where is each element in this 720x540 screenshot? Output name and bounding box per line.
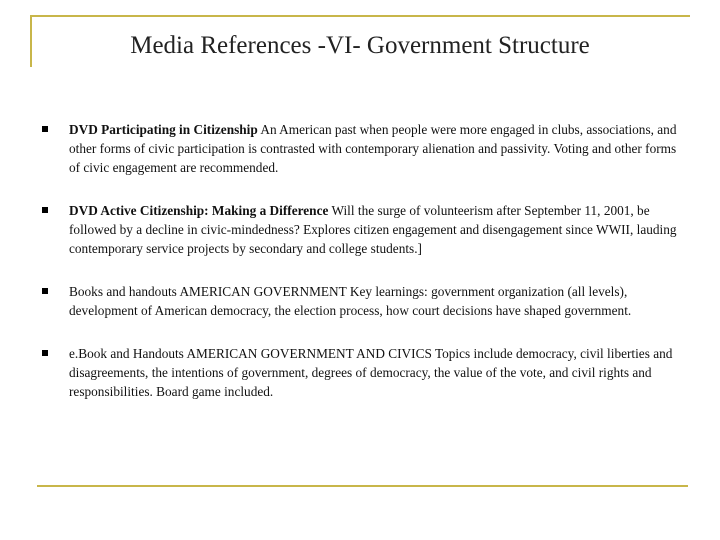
item-body: Topics include democracy, civil liberties and disagreements, the intentions of government, degrees of democracy, the value of the vote, and civil rights and responsibilities. Board game included. <box>69 346 673 399</box>
square-bullet-icon <box>42 207 48 213</box>
item-body: Will the surge of volunteerism after September 11, 2001, be followed by a decline in civic-mindedness? Explores citizen engagement and disengagement since WWII, lauding contemporary service projects by secondary and college students.] <box>69 203 677 256</box>
item-heading: DVD Participating in Citizenship <box>69 122 258 137</box>
item-text <box>69 282 681 320</box>
list-item <box>40 120 690 177</box>
item-body: An American past when people were more engaged in clubs, associations, and other forms of civic participation is contrasted with contemporary alienation and passivity. Voting and other forms of civic engagement are recommended. <box>69 122 677 175</box>
list-item <box>40 282 690 320</box>
bullet-list <box>40 120 690 425</box>
square-bullet-icon <box>42 350 48 356</box>
square-bullet-icon <box>42 288 48 294</box>
item-heading: e.Book and Handouts AMERICAN GOVERNMENT AND CIVICS <box>69 346 432 361</box>
item-heading: DVD Active Citizenship: Making a Difference <box>69 203 329 218</box>
slide-title: Media References -VI- Government Structure <box>130 32 590 59</box>
item-text <box>69 120 681 177</box>
list-item <box>40 201 690 258</box>
item-text <box>69 201 681 258</box>
bottom-rule <box>37 485 688 487</box>
list-item <box>40 344 690 401</box>
top-rule <box>30 15 690 17</box>
item-body: Key learnings: government organization (all levels), development of American democracy, the election process, how court decisions have shaped government. <box>69 284 632 318</box>
item-text <box>69 344 681 401</box>
square-bullet-icon <box>42 126 48 132</box>
item-heading: Books and handouts AMERICAN GOVERNMENT <box>69 284 347 299</box>
